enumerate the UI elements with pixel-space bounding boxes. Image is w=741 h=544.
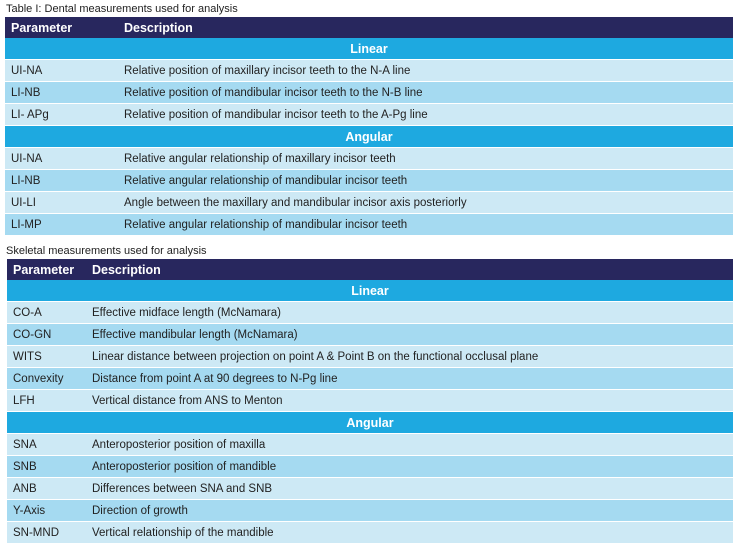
section-title: Angular — [5, 126, 733, 148]
table-row — [5, 170, 733, 192]
description-cell: Relative angular relationship of maxillary incisor teeth — [118, 148, 733, 170]
table-row — [7, 500, 733, 522]
table-row — [7, 456, 733, 478]
section-row — [7, 412, 733, 434]
description-cell: Relative angular relationship of mandibular incisor teeth — [118, 170, 733, 192]
section-title: Linear — [7, 280, 733, 302]
description-cell: Relative position of maxillary incisor teeth to the N-A line — [118, 60, 733, 82]
section-row — [5, 126, 733, 148]
table-2-caption: Skeletal measurements used for analysis — [6, 245, 207, 257]
header-row — [5, 17, 733, 38]
parameter-cell: WITS — [7, 346, 86, 368]
parameter-cell: Convexity — [7, 368, 86, 390]
table-row — [7, 346, 733, 368]
description-cell: Effective midface length (McNamara) — [86, 302, 733, 324]
header-row — [7, 259, 733, 280]
parameter-cell: CO-A — [7, 302, 86, 324]
table-row — [7, 390, 733, 412]
parameter-cell: CO-GN — [7, 324, 86, 346]
parameter-cell: LI-NB — [5, 82, 118, 104]
table-row — [5, 104, 733, 126]
table-row — [5, 192, 733, 214]
section-row — [7, 280, 733, 302]
parameter-cell: UI-NA — [5, 60, 118, 82]
description-cell: Relative position of mandibular incisor teeth to the N-B line — [118, 82, 733, 104]
column-header: Parameter — [5, 17, 118, 38]
section-title: Angular — [7, 412, 733, 434]
parameter-cell: UI-NA — [5, 148, 118, 170]
parameter-cell: ANB — [7, 478, 86, 500]
column-header: Description — [86, 259, 733, 280]
table-row — [5, 82, 733, 104]
parameter-cell: LI-NB — [5, 170, 118, 192]
table-row — [7, 522, 733, 544]
description-cell: Distance from point A at 90 degrees to N-Pg line — [86, 368, 733, 390]
table-row — [7, 478, 733, 500]
column-header: Parameter — [7, 259, 86, 280]
parameter-cell: SNB — [7, 456, 86, 478]
table-row — [5, 60, 733, 82]
description-cell: Vertical distance from ANS to Menton — [86, 390, 733, 412]
parameter-cell: LFH — [7, 390, 86, 412]
table-row — [7, 324, 733, 346]
description-cell: Relative position of mandibular incisor teeth to the A-Pg line — [118, 104, 733, 126]
description-cell: Vertical relationship of the mandible — [86, 522, 733, 544]
description-cell: Effective mandibular length (McNamara) — [86, 324, 733, 346]
section-title: Linear — [5, 38, 733, 60]
parameter-cell: SN-MND — [7, 522, 86, 544]
parameter-cell: LI- APg — [5, 104, 118, 126]
skeletal-measurements-table — [7, 259, 733, 544]
parameter-cell: SNA — [7, 434, 86, 456]
description-cell: Differences between SNA and SNB — [86, 478, 733, 500]
description-cell: Anteroposterior position of mandible — [86, 456, 733, 478]
parameter-cell: UI-LI — [5, 192, 118, 214]
parameter-cell: Y-Axis — [7, 500, 86, 522]
table-row — [5, 214, 733, 236]
description-cell: Relative angular relationship of mandibular incisor teeth — [118, 214, 733, 236]
description-cell: Anteroposterior position of maxilla — [86, 434, 733, 456]
table-row — [7, 368, 733, 390]
section-row — [5, 38, 733, 60]
dental-measurements-table — [5, 17, 733, 236]
column-header: Description — [118, 17, 733, 38]
description-cell: Direction of growth — [86, 500, 733, 522]
description-cell: Linear distance between projection on point A & Point B on the functional occlusal plane — [86, 346, 733, 368]
parameter-cell: LI-MP — [5, 214, 118, 236]
table-1-caption: Table I: Dental measurements used for analysis — [6, 3, 238, 15]
table-row — [5, 148, 733, 170]
description-cell: Angle between the maxillary and mandibular incisor axis posteriorly — [118, 192, 733, 214]
table-row — [7, 302, 733, 324]
table-row — [7, 434, 733, 456]
